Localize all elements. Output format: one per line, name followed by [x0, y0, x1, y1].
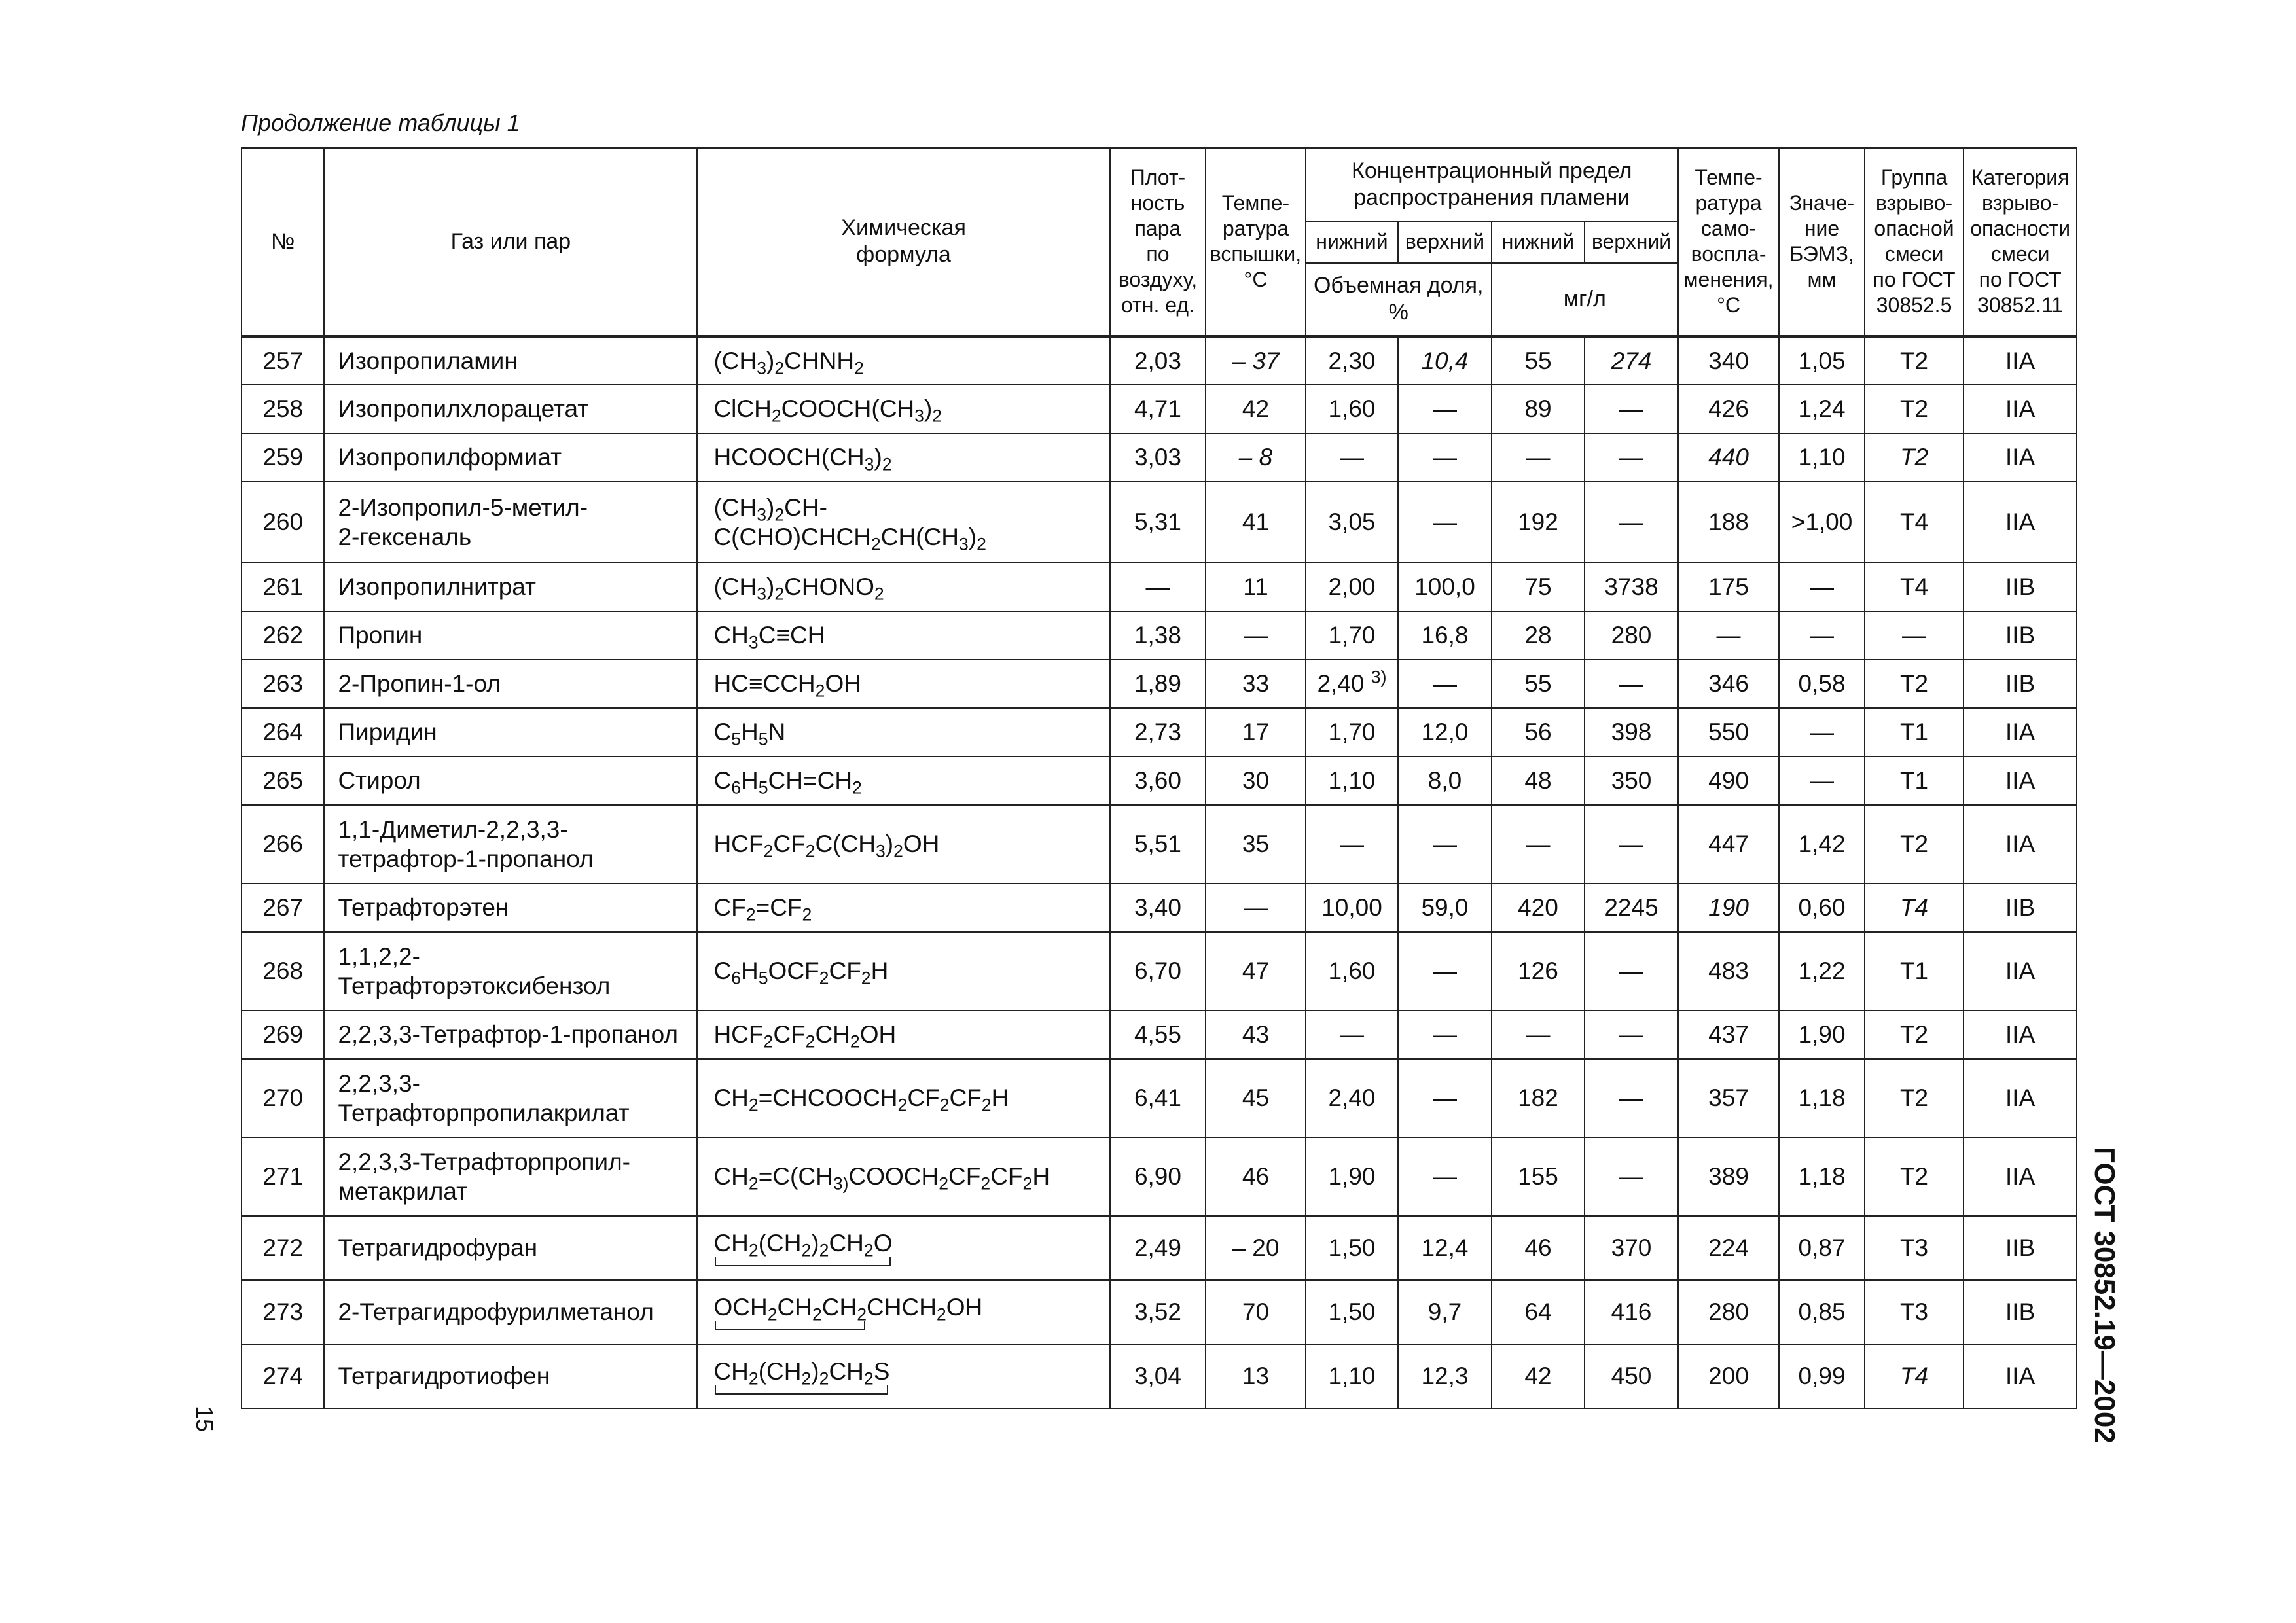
bemz-value: 0,60	[1779, 883, 1864, 932]
upper-limit-mg: 2245	[1585, 883, 1678, 932]
bemz-value: —	[1779, 708, 1864, 757]
ring-bracket: $OCH_2CH_2CH_2$	[713, 1293, 867, 1331]
table-row	[242, 805, 2077, 883]
explosion-category: IIB	[1964, 883, 2077, 932]
table-caption: Продолжение таблицы 1	[241, 109, 520, 136]
lower-limit-mg: 55	[1492, 336, 1585, 385]
explosion-category: IIB	[1964, 1216, 2077, 1280]
flash-point: – 37	[1206, 336, 1306, 385]
bemz-value: 1,24	[1779, 385, 1864, 433]
flash-point: 41	[1206, 482, 1306, 563]
explosion-category: IIA	[1964, 482, 2077, 563]
row-number: 263	[242, 660, 324, 708]
bemz-value: 1,10	[1779, 433, 1864, 482]
lower-limit-vol: 1,70	[1306, 611, 1399, 660]
upper-limit-vol: —	[1398, 932, 1492, 1010]
autoignition-temp: 340	[1678, 336, 1780, 385]
explosion-group: T2	[1865, 433, 1964, 482]
vapor-density: 6,70	[1110, 932, 1206, 1010]
upper-limit-vol: —	[1398, 660, 1492, 708]
explosion-category: IIA	[1964, 1344, 2077, 1408]
col-autoign-header: Темпе- ратура само- воспла- менения, °С	[1678, 148, 1780, 336]
autoignition-temp: 490	[1678, 757, 1780, 805]
lower-limit-mg: 48	[1492, 757, 1585, 805]
flash-point: 30	[1206, 757, 1306, 805]
lower-limit-vol: —	[1306, 433, 1399, 482]
substance-name: Пропин	[324, 611, 697, 660]
flash-point: 45	[1206, 1059, 1306, 1137]
explosion-group: Т1	[1865, 757, 1964, 805]
vapor-density: —	[1110, 563, 1206, 611]
lower-limit-vol: 3,05	[1306, 482, 1399, 563]
vapor-density: 5,31	[1110, 482, 1206, 563]
lower-limit-vol: 1,50	[1306, 1280, 1399, 1344]
autoignition-temp: 190	[1678, 883, 1780, 932]
upper-limit-mg: —	[1585, 482, 1678, 563]
explosion-group: Т2	[1865, 336, 1964, 385]
explosion-category: IIB	[1964, 563, 2077, 611]
lower-limit-mg: —	[1492, 805, 1585, 883]
explosion-group: Т1	[1865, 708, 1964, 757]
flash-point: 70	[1206, 1280, 1306, 1344]
upper-limit-vol: —	[1398, 805, 1492, 883]
upper-limit-vol: 12,3	[1398, 1344, 1492, 1408]
table-row	[242, 1010, 2077, 1059]
col-gas-header: Газ или пар	[324, 148, 697, 336]
col-mg-unit-header: мг/л	[1492, 263, 1678, 336]
lower-limit-vol: 1,50	[1306, 1216, 1399, 1280]
upper-limit-mg: —	[1585, 805, 1678, 883]
bemz-value: —	[1779, 563, 1864, 611]
explosion-group: Т3	[1865, 1280, 1964, 1344]
standard-designation-text: ГОСТ 30852.19—2002	[2089, 1147, 2121, 1444]
chemical-formula: $C_6H_5CH=CH_2$	[697, 757, 1109, 805]
col-flash-header: Темпе- ратура вспышки, °С	[1206, 148, 1306, 336]
col-conc-header: Концентрационный предел распространения пламени	[1306, 148, 1678, 221]
table-row	[242, 708, 2077, 757]
chemical-formula: $CH_3C\equiv CH$	[697, 611, 1109, 660]
table-body	[242, 336, 2077, 1408]
flash-point: 47	[1206, 932, 1306, 1010]
substance-name: 2,2,3,3-Тетрафторпропил- метакрилат	[324, 1137, 697, 1216]
bemz-value: 0,58	[1779, 660, 1864, 708]
table-row	[242, 482, 2077, 563]
explosion-group: Т2	[1865, 805, 1964, 883]
substance-name: 2-Тетрагидрофурилметанол	[324, 1280, 697, 1344]
table-row	[242, 660, 2077, 708]
flash-point: – 20	[1206, 1216, 1306, 1280]
explosion-group: Т2	[1865, 1137, 1964, 1216]
upper-limit-vol: 8,0	[1398, 757, 1492, 805]
explosion-group: Т4	[1865, 482, 1964, 563]
lower-limit-vol: 1,90	[1306, 1137, 1399, 1216]
explosion-category: IIA	[1964, 336, 2077, 385]
vapor-density: 5,51	[1110, 805, 1206, 883]
col-formula-header: Химическая формула	[697, 148, 1109, 336]
autoignition-temp: 357	[1678, 1059, 1780, 1137]
chemical-formula: $C_6H_5OCF_2CF_2H$	[697, 932, 1109, 1010]
table-row	[242, 1216, 2077, 1280]
explosion-group: Т4	[1865, 563, 1964, 611]
bemz-value: 1,18	[1779, 1137, 1864, 1216]
substance-name: 2-Изопропил-5-метил- 2-гексеналь	[324, 482, 697, 563]
flash-point: 42	[1206, 385, 1306, 433]
row-number: 271	[242, 1137, 324, 1216]
upper-limit-vol: —	[1398, 385, 1492, 433]
autoignition-temp: 447	[1678, 805, 1780, 883]
flash-point: 33	[1206, 660, 1306, 708]
flash-point: 11	[1206, 563, 1306, 611]
explosion-group: T4	[1865, 1344, 1964, 1408]
table-row	[242, 611, 2077, 660]
table-row	[242, 1344, 2077, 1408]
explosion-group: Т2	[1865, 1010, 1964, 1059]
substance-name: Тетрагидрофуран	[324, 1216, 697, 1280]
row-number: 258	[242, 385, 324, 433]
bemz-value: 1,42	[1779, 805, 1864, 883]
lower-limit-mg: 75	[1492, 563, 1585, 611]
upper-limit-vol: —	[1398, 1010, 1492, 1059]
explosion-category: IIB	[1964, 1280, 2077, 1344]
flash-point: —	[1206, 611, 1306, 660]
lower-limit-vol: 1,70	[1306, 708, 1399, 757]
chemical-formula: $HCF_2CF_2CH_2OH$	[697, 1010, 1109, 1059]
table-row	[242, 385, 2077, 433]
table-row	[242, 757, 2077, 805]
table-row	[242, 1059, 2077, 1137]
table-row	[242, 883, 2077, 932]
explosion-category: IIB	[1964, 611, 2077, 660]
substance-name: 1,1,2,2- Тетрафторэтоксибензол	[324, 932, 697, 1010]
upper-limit-mg: 350	[1585, 757, 1678, 805]
upper-limit-vol: 10,4	[1398, 336, 1492, 385]
row-number: 262	[242, 611, 324, 660]
lower-limit-mg: 28	[1492, 611, 1585, 660]
autoignition-temp: 200	[1678, 1344, 1780, 1408]
lower-limit-vol: 1,10	[1306, 757, 1399, 805]
table-row	[242, 1137, 2077, 1216]
bemz-value: 0,87	[1779, 1216, 1864, 1280]
lower-limit-vol: 1,10	[1306, 1344, 1399, 1408]
explosion-category: IIA	[1964, 708, 2077, 757]
autoignition-temp: 224	[1678, 1216, 1780, 1280]
explosion-category: IIA	[1964, 757, 2077, 805]
chemical-formula: $C_5H_5N$	[697, 708, 1109, 757]
table-row	[242, 1280, 2077, 1344]
upper-limit-vol: 59,0	[1398, 883, 1492, 932]
chemical-formula: $OCH_2CH_2CH_2CHCH_2OH$	[697, 1280, 1109, 1344]
vapor-density: 4,55	[1110, 1010, 1206, 1059]
autoignition-temp: 175	[1678, 563, 1780, 611]
vapor-density: 3,03	[1110, 433, 1206, 482]
row-number: 268	[242, 932, 324, 1010]
row-number: 274	[242, 1344, 324, 1408]
substance-name: Тетрагидротиофен	[324, 1344, 697, 1408]
lower-limit-vol: 1,60	[1306, 932, 1399, 1010]
autoignition-temp: 389	[1678, 1137, 1780, 1216]
vapor-density: 2,03	[1110, 336, 1206, 385]
row-number: 269	[242, 1010, 324, 1059]
flash-point: 13	[1206, 1344, 1306, 1408]
substance-name: Тетрафторэтен	[324, 883, 697, 932]
row-number: 264	[242, 708, 324, 757]
table-header	[242, 148, 2077, 336]
upper-limit-mg: —	[1585, 1059, 1678, 1137]
table-row	[242, 563, 2077, 611]
table-row	[242, 932, 2077, 1010]
upper-limit-vol: 100,0	[1398, 563, 1492, 611]
col-lower-vol-header: нижний	[1306, 221, 1399, 263]
upper-limit-mg: —	[1585, 1137, 1678, 1216]
autoignition-temp: 188	[1678, 482, 1780, 563]
substance-name: Изопропиламин	[324, 336, 697, 385]
table-row	[242, 433, 2077, 482]
upper-limit-mg: —	[1585, 433, 1678, 482]
col-upper-vol-header: верхний	[1398, 221, 1492, 263]
lower-limit-mg: 46	[1492, 1216, 1585, 1280]
autoignition-temp: 346	[1678, 660, 1780, 708]
chemical-formula	[697, 1344, 1109, 1408]
chemical-formula: $CF_2=CF_2$	[697, 883, 1109, 932]
chemical-formula: $(CH_3)_2CHNH_2$	[697, 336, 1109, 385]
lower-limit-mg: —	[1492, 433, 1585, 482]
lower-limit-mg: 182	[1492, 1059, 1585, 1137]
vapor-density: 3,52	[1110, 1280, 1206, 1344]
chemical-formula: $HCOOCH(CH_3)_2$	[697, 433, 1109, 482]
flash-point: 17	[1206, 708, 1306, 757]
row-number: 270	[242, 1059, 324, 1137]
explosion-category: IIA	[1964, 805, 2077, 883]
vapor-density: 2,73	[1110, 708, 1206, 757]
col-density-header: Плот- ность пара по воздуху, отн. ед.	[1110, 148, 1206, 336]
vapor-density: 1,38	[1110, 611, 1206, 660]
upper-limit-vol: —	[1398, 1059, 1492, 1137]
col-num-header: №	[242, 148, 324, 336]
upper-limit-mg: 274	[1585, 336, 1678, 385]
lower-limit-mg: 155	[1492, 1137, 1585, 1216]
substance-name: Изопропилформиат	[324, 433, 697, 482]
flash-point: —	[1206, 883, 1306, 932]
upper-limit-mg: —	[1585, 385, 1678, 433]
upper-limit-mg: —	[1585, 932, 1678, 1010]
table-row	[242, 336, 2077, 385]
bemz-value: 1,22	[1779, 932, 1864, 1010]
bemz-value: —	[1779, 757, 1864, 805]
autoignition-temp: 483	[1678, 932, 1780, 1010]
row-number: 260	[242, 482, 324, 563]
flash-point: 46	[1206, 1137, 1306, 1216]
autoignition-temp: 280	[1678, 1280, 1780, 1344]
substance-name: 1,1-Диметил-2,2,3,3- тетрафтор-1-пропанол	[324, 805, 697, 883]
col-upper-mg-header: верхний	[1585, 221, 1678, 263]
lower-limit-vol: 2,30	[1306, 336, 1399, 385]
upper-limit-mg: —	[1585, 1010, 1678, 1059]
explosion-group: Т2	[1865, 660, 1964, 708]
upper-limit-mg: 3738	[1585, 563, 1678, 611]
lower-limit-mg: 89	[1492, 385, 1585, 433]
lower-limit-vol: 2,40	[1306, 1059, 1399, 1137]
vapor-density: 6,41	[1110, 1059, 1206, 1137]
chemical-formula: $HCF_2CF_2C(CH_3)_2OH$	[697, 805, 1109, 883]
chemical-formula: $HC\equiv CCH_2OH$	[697, 660, 1109, 708]
lower-limit-mg: 126	[1492, 932, 1585, 1010]
bemz-value: >1,00	[1779, 482, 1864, 563]
substance-name: 2,2,3,3- Тетрафторпропилакрилат	[324, 1059, 697, 1137]
explosion-category: IIB	[1964, 660, 2077, 708]
vapor-density: 6,90	[1110, 1137, 1206, 1216]
autoignition-temp: 440	[1678, 433, 1780, 482]
substance-name: Пиридин	[324, 708, 697, 757]
lower-limit-mg: 192	[1492, 482, 1585, 563]
upper-limit-vol: —	[1398, 1137, 1492, 1216]
col-lower-mg-header: нижний	[1492, 221, 1585, 263]
flammability-table	[241, 147, 2077, 1409]
autoignition-temp: —	[1678, 611, 1780, 660]
explosion-group: Т3	[1865, 1216, 1964, 1280]
substance-name: Изопропилхлорацетат	[324, 385, 697, 433]
flash-point: – 8	[1206, 433, 1306, 482]
flash-point: 35	[1206, 805, 1306, 883]
bemz-value: 0,85	[1779, 1280, 1864, 1344]
ring-bracket: $CH_2(CH_2)_2CH_2S$	[713, 1357, 889, 1395]
row-number: 261	[242, 563, 324, 611]
substance-name: 2-Пропин-1-ол	[324, 660, 697, 708]
flash-point: 43	[1206, 1010, 1306, 1059]
upper-limit-mg: 370	[1585, 1216, 1678, 1280]
explosion-category: IIA	[1964, 385, 2077, 433]
lower-limit-mg: 420	[1492, 883, 1585, 932]
explosion-group: Т2	[1865, 385, 1964, 433]
explosion-group: T4	[1865, 883, 1964, 932]
row-number: 267	[242, 883, 324, 932]
substance-name: Стирол	[324, 757, 697, 805]
lower-limit-mg: 64	[1492, 1280, 1585, 1344]
explosion-category: IIA	[1964, 1010, 2077, 1059]
upper-limit-mg: 398	[1585, 708, 1678, 757]
bemz-value: 1,90	[1779, 1010, 1864, 1059]
explosion-category: IIA	[1964, 932, 2077, 1010]
col-group-header: Группа взрыво- опасной смеси по ГОСТ 30852.5	[1865, 148, 1964, 336]
lower-limit-vol: 10,00	[1306, 883, 1399, 932]
autoignition-temp: 550	[1678, 708, 1780, 757]
upper-limit-mg: 280	[1585, 611, 1678, 660]
upper-limit-mg: —	[1585, 660, 1678, 708]
chemical-formula: $ClCH_2COOCH(CH_3)_2$	[697, 385, 1109, 433]
explosion-group: —	[1865, 611, 1964, 660]
lower-limit-vol: —	[1306, 805, 1399, 883]
ring-bracket: $CH_2(CH_2)_2CH_2O$	[713, 1228, 892, 1267]
row-number: 266	[242, 805, 324, 883]
upper-limit-vol: 16,8	[1398, 611, 1492, 660]
upper-limit-vol: 9,7	[1398, 1280, 1492, 1344]
lower-limit-mg: —	[1492, 1010, 1585, 1059]
explosion-category: IIA	[1964, 1059, 2077, 1137]
explosion-category: IIA	[1964, 1137, 2077, 1216]
lower-limit-mg: 42	[1492, 1344, 1585, 1408]
explosion-group: Т2	[1865, 1059, 1964, 1137]
vapor-density: 2,49	[1110, 1216, 1206, 1280]
row-number: 273	[242, 1280, 324, 1344]
autoignition-temp: 437	[1678, 1010, 1780, 1059]
vapor-density: 3,60	[1110, 757, 1206, 805]
upper-limit-vol: —	[1398, 482, 1492, 563]
chemical-formula: $(CH_3)_2CH-$ $C(CHO)CHCH_2CH(CH_3)_2$	[697, 482, 1109, 563]
row-number: 265	[242, 757, 324, 805]
row-number: 259	[242, 433, 324, 482]
autoignition-temp: 426	[1678, 385, 1780, 433]
page-number-text: 15	[191, 1406, 218, 1433]
vapor-density: 4,71	[1110, 385, 1206, 433]
lower-limit-vol: 2,40 $^{3)}$	[1306, 660, 1399, 708]
vapor-density: 1,89	[1110, 660, 1206, 708]
lower-limit-vol: 2,00	[1306, 563, 1399, 611]
substance-name: 2,2,3,3-Тетрафтор-1-пропанол	[324, 1010, 697, 1059]
bemz-value: —	[1779, 611, 1864, 660]
explosion-category: IIA	[1964, 433, 2077, 482]
chemical-formula: $CH_2=CHCOOCH_2CF_2CF_2H$	[697, 1059, 1109, 1137]
col-vol-unit-header: Объемная доля, %	[1306, 263, 1492, 336]
upper-limit-mg: 416	[1585, 1280, 1678, 1344]
chemical-formula	[697, 1216, 1109, 1280]
vapor-density: 3,40	[1110, 883, 1206, 932]
vapor-density: 3,04	[1110, 1344, 1206, 1408]
upper-limit-vol: 12,4	[1398, 1216, 1492, 1280]
upper-limit-mg: 450	[1585, 1344, 1678, 1408]
lower-limit-mg: 55	[1492, 660, 1585, 708]
upper-limit-vol: 12,0	[1398, 708, 1492, 757]
col-bemz-header: Значе- ние БЭМЗ, мм	[1779, 148, 1864, 336]
row-number: 272	[242, 1216, 324, 1280]
bemz-value: 1,05	[1779, 336, 1864, 385]
lower-limit-vol: —	[1306, 1010, 1399, 1059]
chemical-formula: $(CH_3)_2CHONO_2$	[697, 563, 1109, 611]
row-number: 257	[242, 336, 324, 385]
lower-limit-mg: 56	[1492, 708, 1585, 757]
upper-limit-vol: —	[1398, 433, 1492, 482]
chemical-formula: $CH_2=C(CH_{3)}COOCH_2CF_2CF_2H$	[697, 1137, 1109, 1216]
bemz-value: 0,99	[1779, 1344, 1864, 1408]
footnote-ref: 3)	[1371, 668, 1387, 688]
col-category-header: Категория взрыво- опасности смеси по ГОСТ 30852.11	[1964, 148, 2077, 336]
lower-limit-vol: 1,60	[1306, 385, 1399, 433]
bemz-value: 1,18	[1779, 1059, 1864, 1137]
explosion-group: Т1	[1865, 932, 1964, 1010]
substance-name: Изопропилнитрат	[324, 563, 697, 611]
